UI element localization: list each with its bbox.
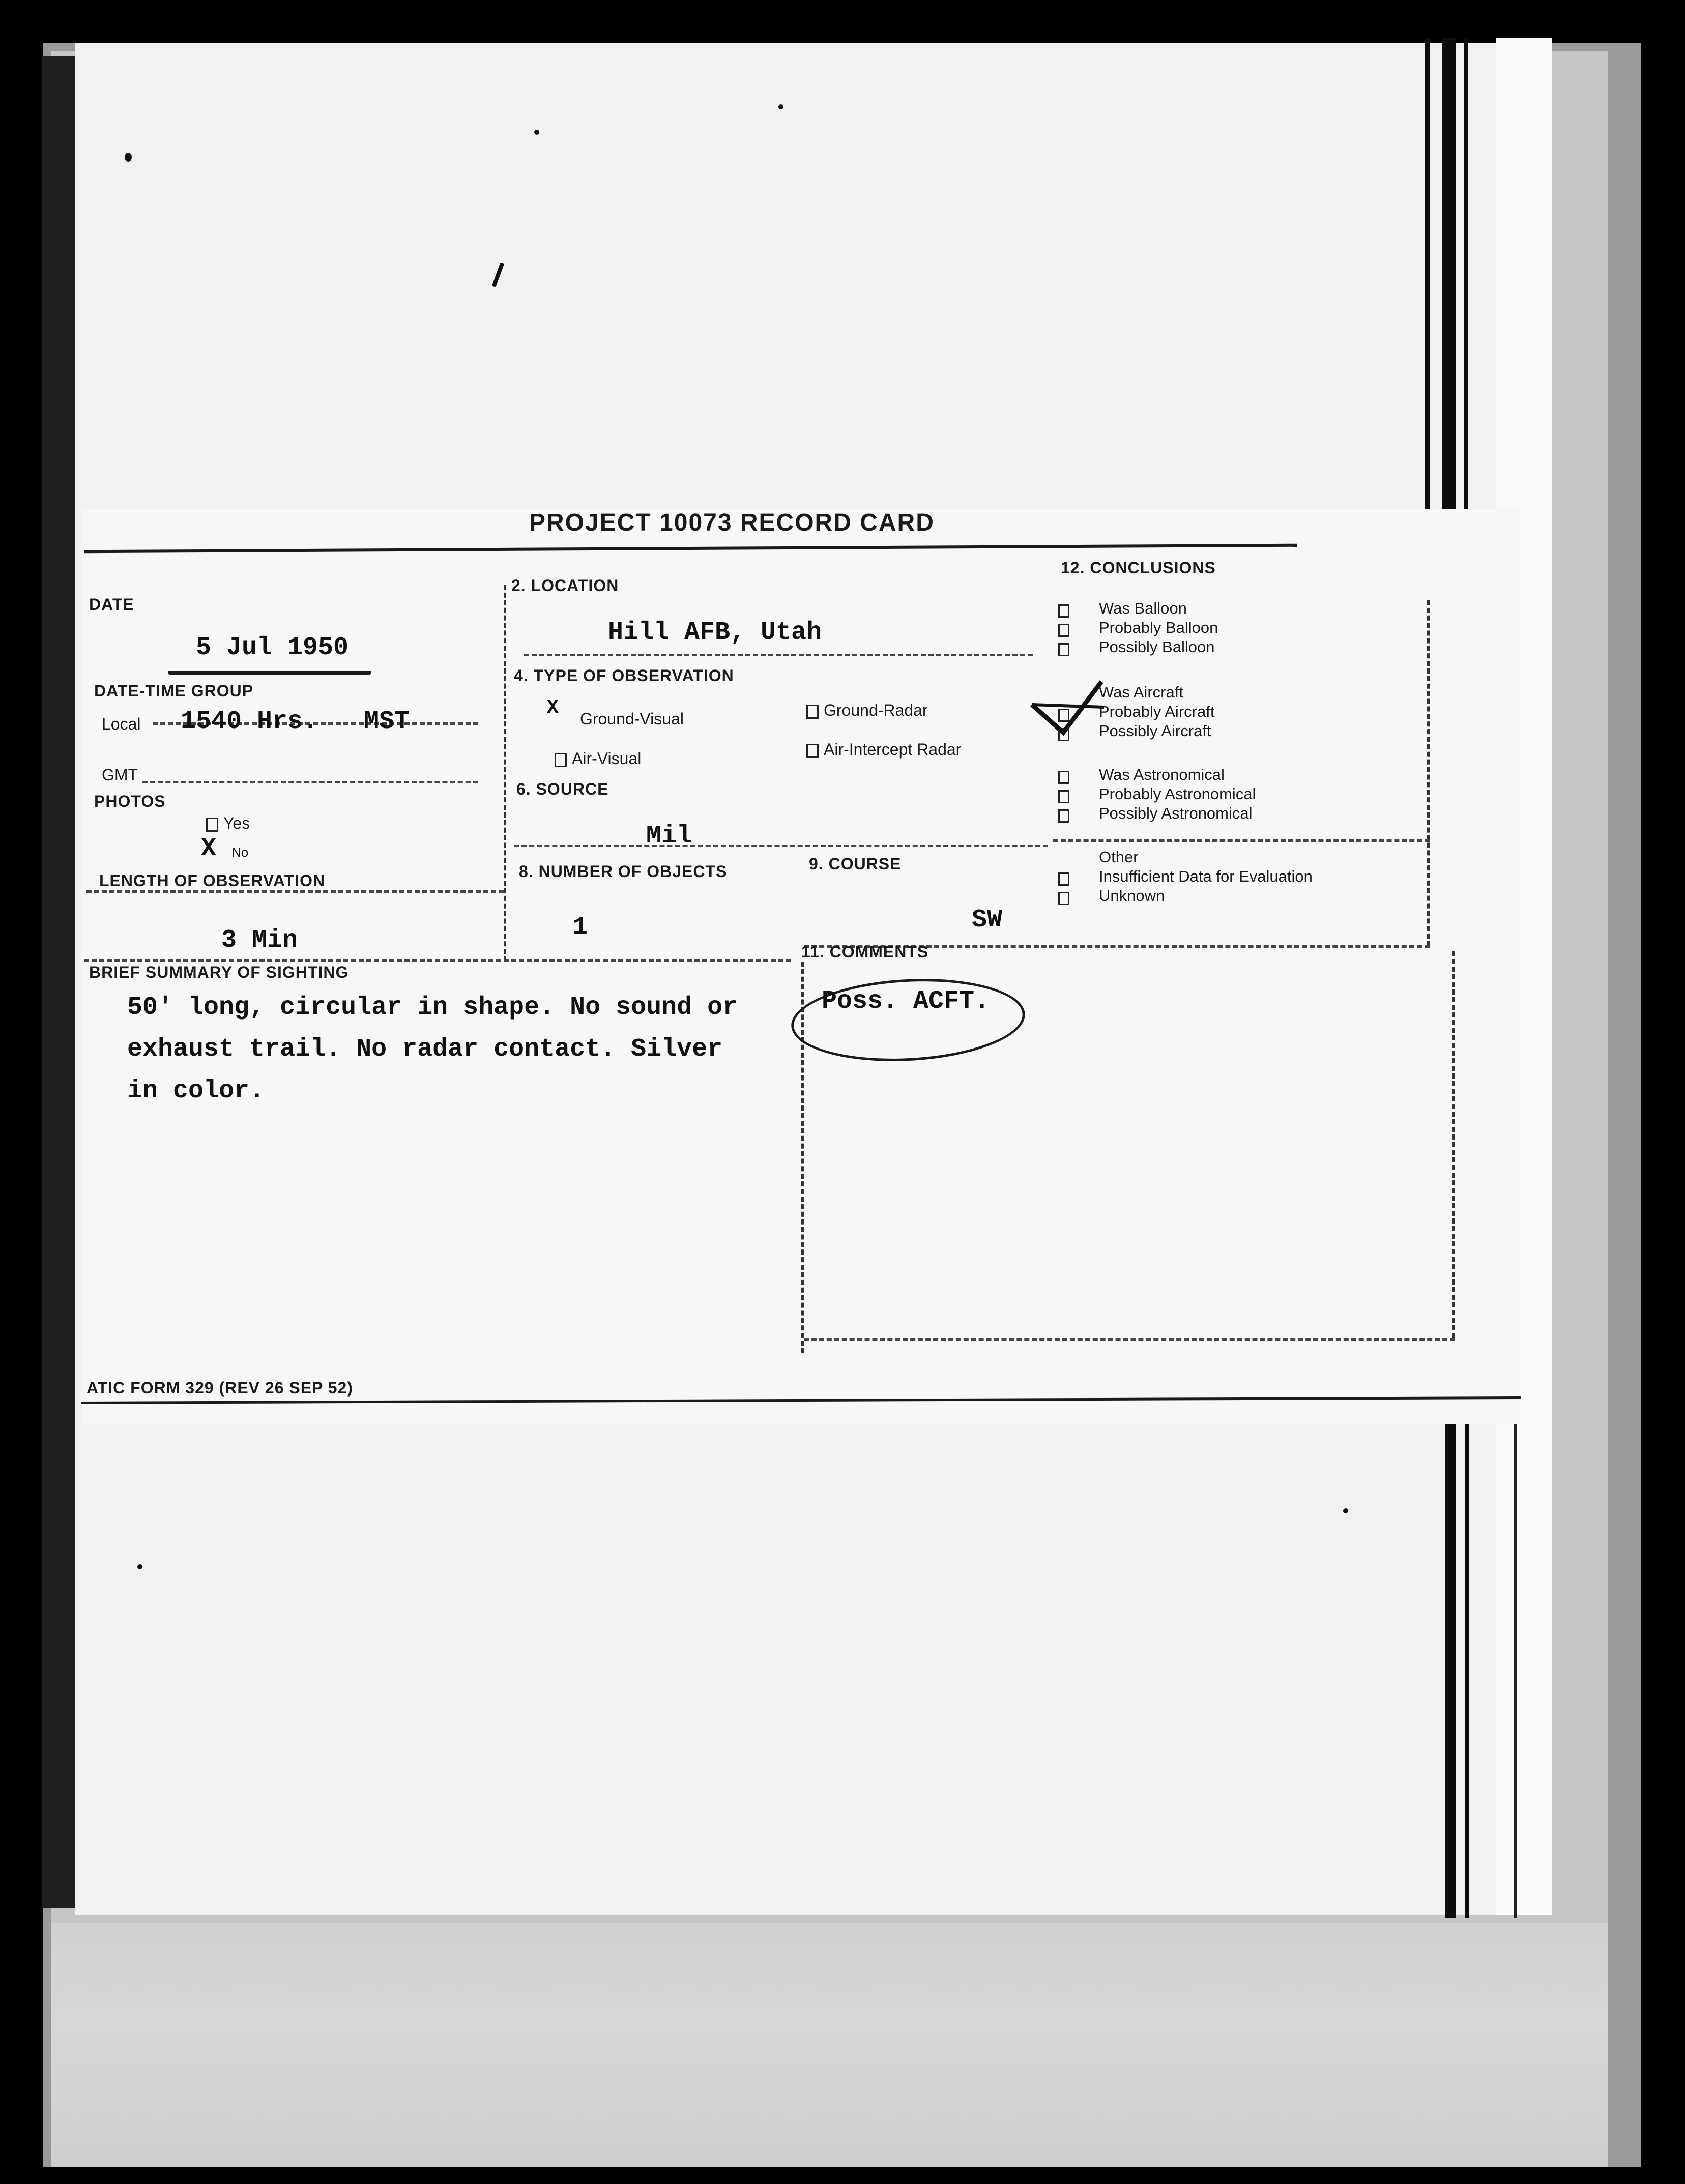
checkbox: [806, 744, 819, 758]
air-visual-option: [555, 749, 641, 768]
conclusion-item: Was Astronomical: [1099, 766, 1225, 783]
conclusion-item: Possibly Balloon: [1099, 638, 1215, 656]
local-zone-value: MST: [364, 707, 410, 736]
conclusion-item: Unknown: [1099, 887, 1165, 905]
photos-no-label: No: [231, 845, 249, 860]
form-number: ATIC FORM 329 (REV 26 SEP 52): [86, 1379, 353, 1397]
location-label: 2. LOCATION: [511, 576, 619, 595]
card-title: PROJECT 10073 RECORD CARD: [529, 509, 935, 536]
sheet-edge-shadow: [42, 56, 77, 1908]
row-divider: [514, 845, 1048, 847]
dust-speck: [1343, 1508, 1348, 1513]
photos-yes-label: Yes: [223, 814, 250, 832]
column-divider: [504, 585, 506, 962]
comments-label: 11. COMMENTS: [801, 943, 929, 961]
checkbox: [1058, 771, 1069, 784]
photos-label: PHOTOS: [94, 792, 166, 810]
air-intercept-radar-option: [806, 740, 961, 759]
conclusion-item: Probably Balloon: [1099, 619, 1218, 636]
field-underline: [142, 781, 478, 783]
date-value: 5 Jul 1950: [196, 633, 349, 662]
summary-label: BRIEF SUMMARY OF SIGHTING: [89, 963, 349, 981]
course-label: 9. COURSE: [809, 855, 902, 873]
air-visual-label: Air-Visual: [572, 749, 642, 768]
checkbox: [1058, 624, 1069, 637]
conclusion-item: Probably Aircraft: [1099, 703, 1215, 720]
dtg-label: DATE-TIME GROUP: [94, 682, 254, 700]
length-value: 3 Min: [221, 926, 298, 955]
summary-line: 50' long, circular in shape. No sound or: [127, 993, 738, 1022]
ground-radar-option: [806, 701, 928, 720]
objects-label: 8. NUMBER OF OBJECTS: [519, 862, 728, 881]
date-underline: [168, 671, 371, 675]
type-mark: X: [547, 697, 559, 719]
dust-speck: [534, 130, 539, 135]
field-underline: [524, 654, 1033, 656]
checkbox: [1058, 872, 1069, 886]
checkbox: [1058, 604, 1069, 618]
local-label: Local: [102, 715, 141, 733]
photos-yes-option: [206, 814, 250, 833]
dust-speck: [125, 153, 132, 162]
conclusion-item: Was Aircraft: [1099, 683, 1183, 701]
summary-line: in color.: [127, 1076, 265, 1105]
row-divider: [1053, 839, 1430, 842]
checkbox: [1058, 790, 1069, 803]
conclusion-item: Insufficient Data for Evaluation: [1099, 867, 1313, 885]
date-label: DATE: [89, 595, 134, 614]
dust-speck: [137, 1564, 142, 1569]
ground-visual-option: Ground-Visual: [580, 710, 684, 728]
checkbox: [206, 818, 218, 832]
summary-line: exhaust trail. No radar contact. Silver: [127, 1035, 723, 1064]
photos-mark: X: [201, 834, 217, 863]
checkbox: [806, 705, 819, 719]
field-underline: [86, 890, 504, 893]
local-time-value: 1540 Hrs.: [181, 707, 318, 736]
checkbox: [555, 753, 567, 767]
location-value: Hill AFB, Utah: [608, 618, 822, 647]
air-intercept-radar-label: Air-Intercept Radar: [824, 740, 962, 759]
checkbox: [1058, 892, 1069, 905]
ground-radar-label: Ground-Radar: [824, 701, 928, 719]
type-label: 4. TYPE OF OBSERVATION: [514, 666, 734, 685]
row-divider: [84, 959, 791, 962]
gmt-label: GMT: [102, 766, 138, 784]
source-value: Mil: [646, 822, 692, 851]
conclusion-item: Probably Astronomical: [1099, 785, 1256, 803]
conclusion-item: Possibly Astronomical: [1099, 804, 1253, 822]
conclusion-item: Was Balloon: [1099, 599, 1187, 617]
course-value: SW: [972, 906, 1003, 935]
summary-text: [127, 987, 814, 1112]
conclusion-item: Other: [1099, 848, 1139, 866]
check-mark: [1028, 677, 1109, 743]
lower-band: [51, 1923, 1608, 2167]
objects-value: 1: [572, 913, 588, 942]
binding-strip: [1465, 1389, 1469, 1918]
length-label: LENGTH OF OBSERVATION: [99, 871, 326, 890]
binding-strip: [1514, 1389, 1517, 1918]
checkbox: [1058, 643, 1069, 656]
row-divider: [804, 1338, 1455, 1341]
right-border: [1427, 600, 1430, 946]
comments-value: Poss. ACFT.: [822, 987, 990, 1016]
source-label: 6. SOURCE: [516, 780, 609, 798]
dust-speck: [778, 104, 783, 109]
right-border: [1452, 951, 1455, 1338]
conclusions-label: 12. CONCLUSIONS: [1061, 559, 1216, 577]
conclusion-item: Possibly Aircraft: [1099, 722, 1211, 740]
binding-strip: [1445, 1389, 1456, 1918]
checkbox: [1058, 809, 1069, 823]
